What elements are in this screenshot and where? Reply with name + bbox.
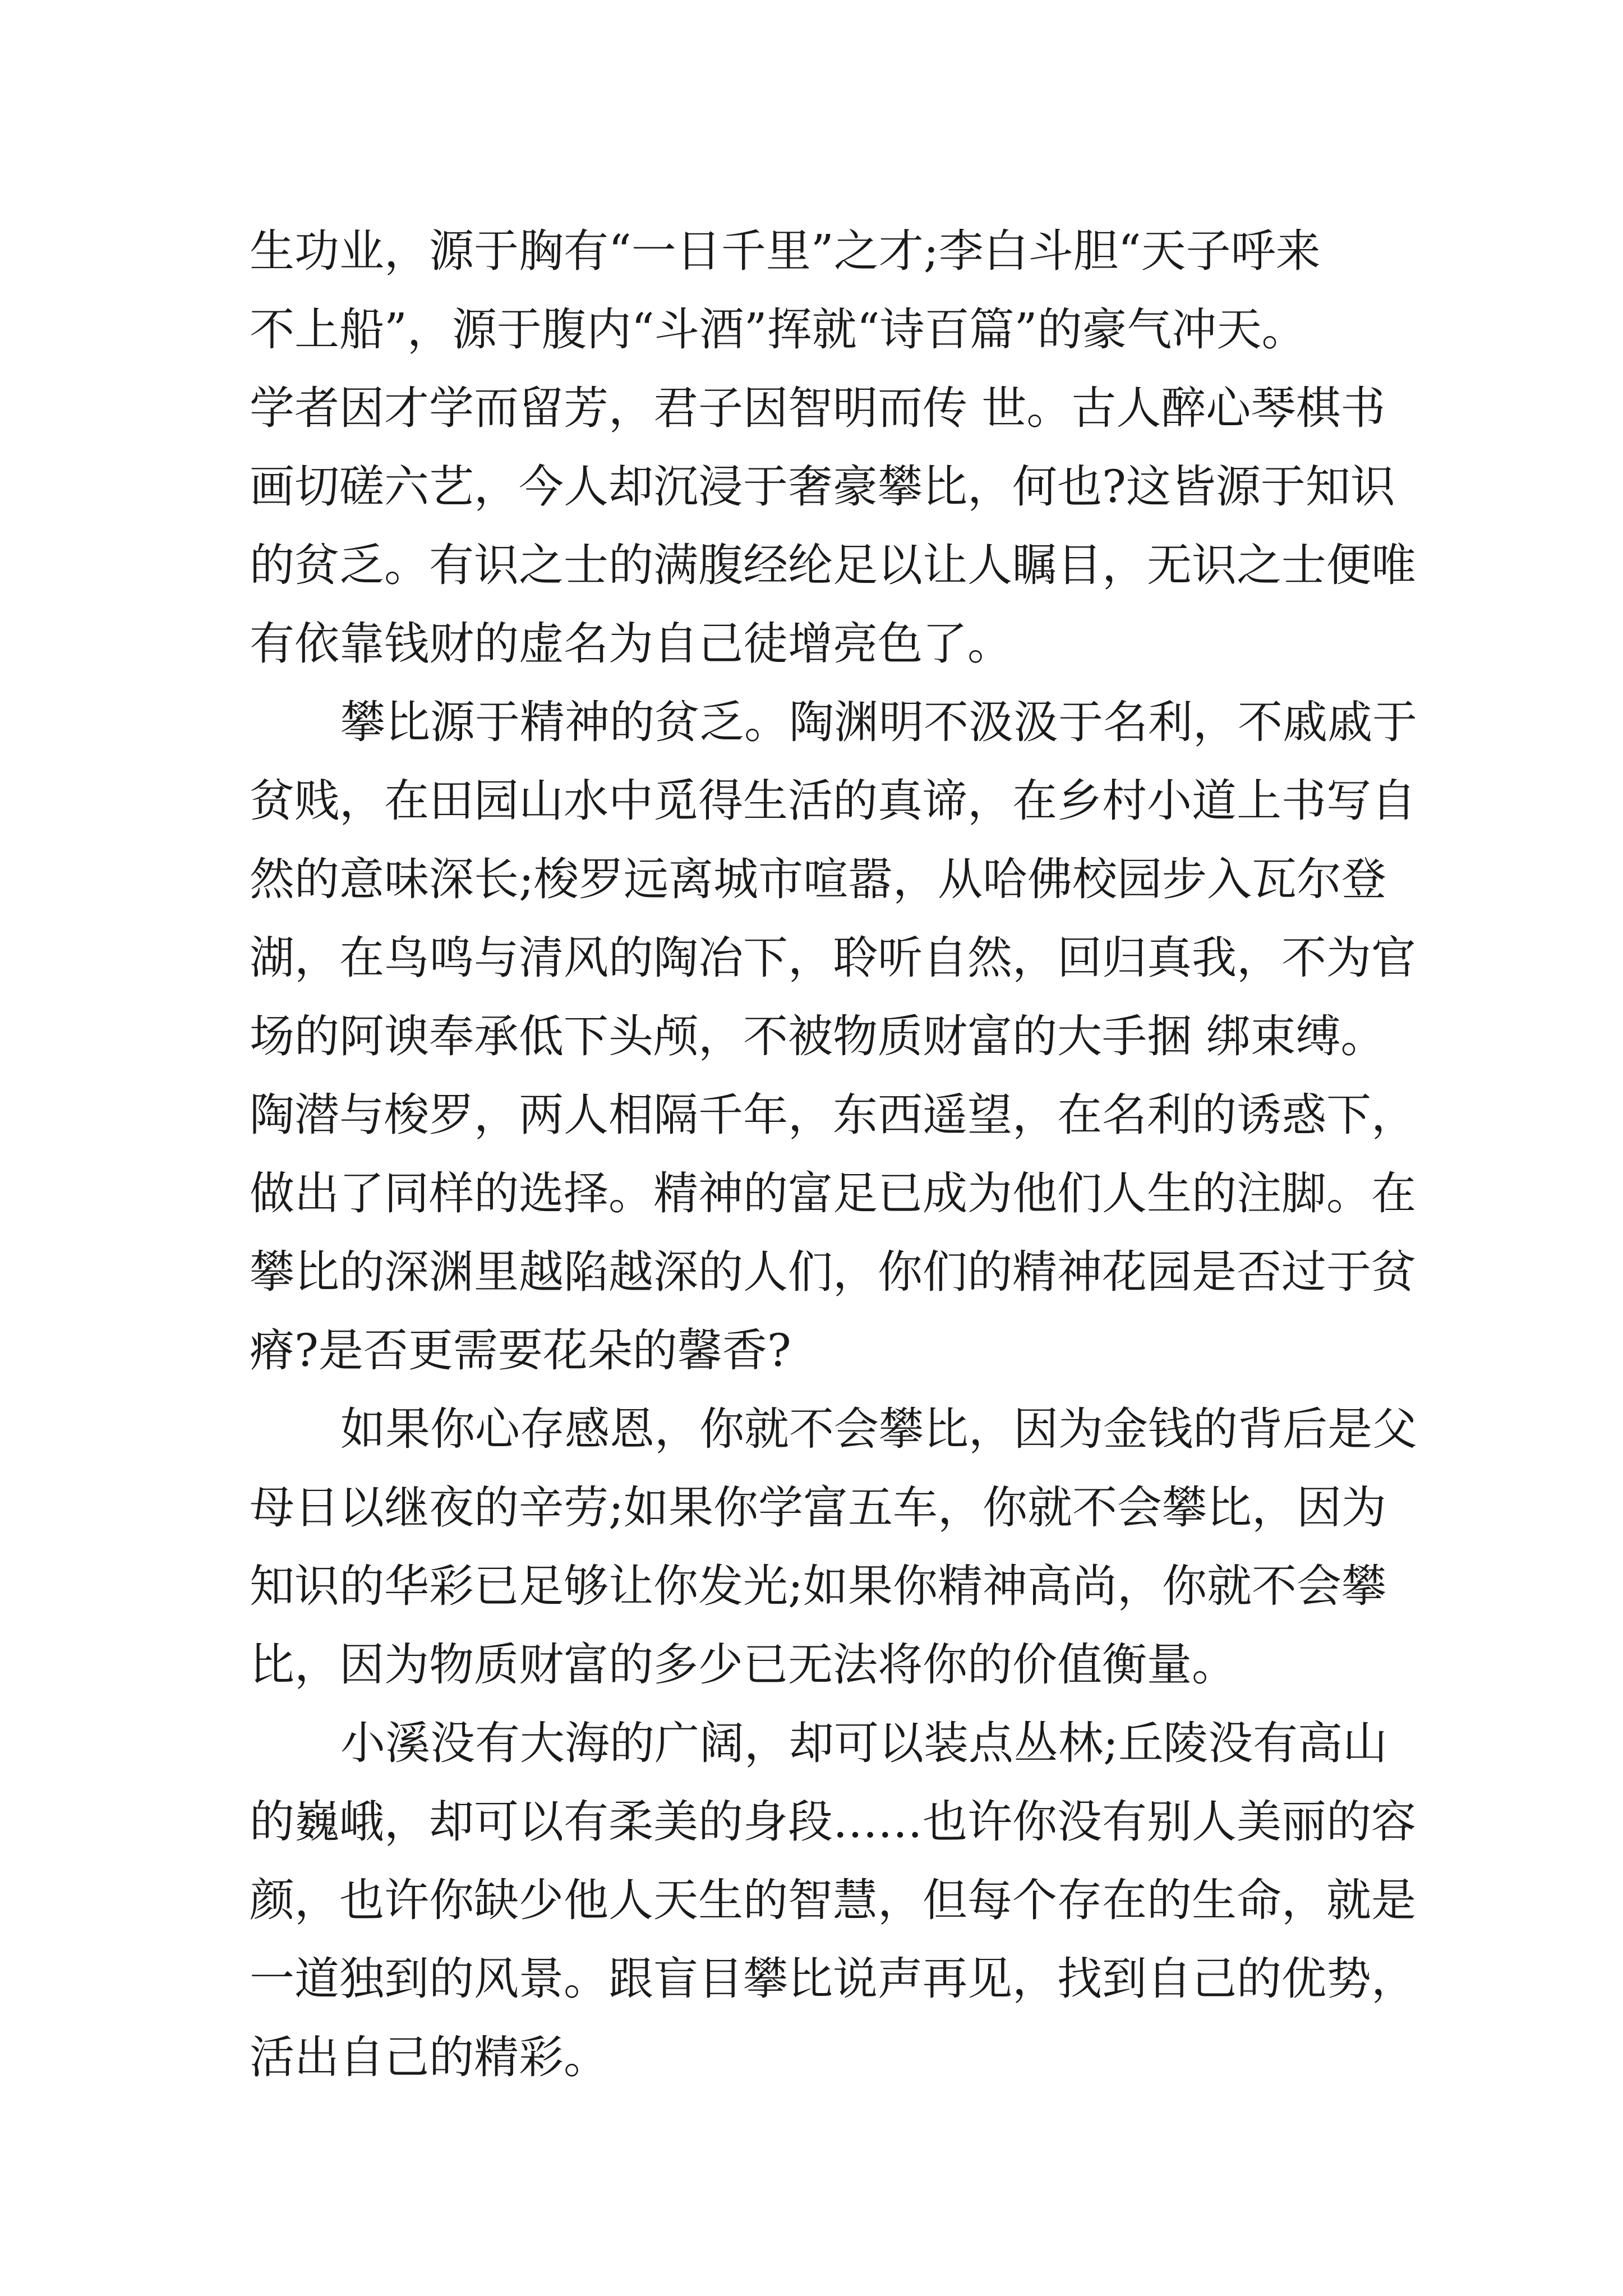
text-line: 攀比的深渊里越陷越深的人们，你们的精神花园是否过于贫 <box>250 1246 1416 1298</box>
text-line: 湖，在鸟鸣与清风的陶冶下，聆听自然，回归真我，不为官 <box>250 932 1416 984</box>
paragraph-first-line: 攀比源于精神的贫乏。陶渊明不汲汲于名利，不戚戚于 <box>340 696 1417 748</box>
text-line: 做出了同样的选择。精神的富足已成为他们人生的注脚。在 <box>250 1167 1416 1220</box>
body-text <box>250 212 1417 2097</box>
paragraph-first-line: 如果你心存感恩，你就不会攀比，因为金钱的背后是父 <box>340 1403 1417 1455</box>
text-line: 的贫乏。有识之士的满腹经纶足以让人瞩目，无识之士便唯 <box>250 539 1416 591</box>
text-line: 颜，也许你缺少他人天生的智慧，但每个存在的生命，就是 <box>250 1874 1416 1926</box>
text-line: 有依靠钱财的虚名为自己徒增亮色了。 <box>250 618 1012 670</box>
text-line: 比，因为物质财富的多少已无法将你的价值衡量。 <box>250 1639 1237 1691</box>
text-line: 瘠?是否更需要花朵的馨香? <box>250 1324 791 1377</box>
text-line: 学者因才学而留芳，君子因智明而传 世。古人醉心琴棋书 <box>250 382 1386 434</box>
text-line: 陶潜与梭罗，两人相隔千年，东西遥望，在名利的诱惑下， <box>250 1089 1416 1141</box>
paragraph-first-line: 小溪没有大海的广阔，却可以装点丛林;丘陵没有高山 <box>340 1717 1387 1769</box>
text-line: 然的意味深长;梭罗远离城市喧嚣，从哈佛校园步入瓦尔登 <box>250 853 1386 905</box>
text-line: 画切磋六艺，今人却沉浸于奢豪攀比，何也?这皆源于知识 <box>250 461 1395 513</box>
text-line: 的巍峨，却可以有柔美的身段……也许你没有别人美丽的容 <box>250 1796 1416 1848</box>
text-line: 母日以继夜的辛劳;如果你学富五车，你就不会攀比，因为 <box>250 1481 1386 1534</box>
text-line: 不上船”，源于腹内“斗酒”挥就“诗百篇”的豪气冲天。 <box>250 303 1307 356</box>
text-line: 一道独到的风景。跟盲目攀比说声再见，找到自己的优势， <box>250 1953 1416 2005</box>
text-line: 知识的华彩已足够让你发光;如果你精神高尚，你就不会攀 <box>250 1560 1386 1612</box>
text-line: 贫贱，在田园山水中觅得生活的真谛，在乡村小道上书写自 <box>250 775 1416 827</box>
text-line: 场的阿谀奉承低下头颅，不被物质财富的大手捆 绑束缚。 <box>250 1010 1386 1062</box>
text-line: 生功业，源于胸有“一日千里”之才;李白斗胆“天子呼来 <box>250 225 1321 277</box>
text-line: 活出自己的精彩。 <box>250 2031 608 2083</box>
